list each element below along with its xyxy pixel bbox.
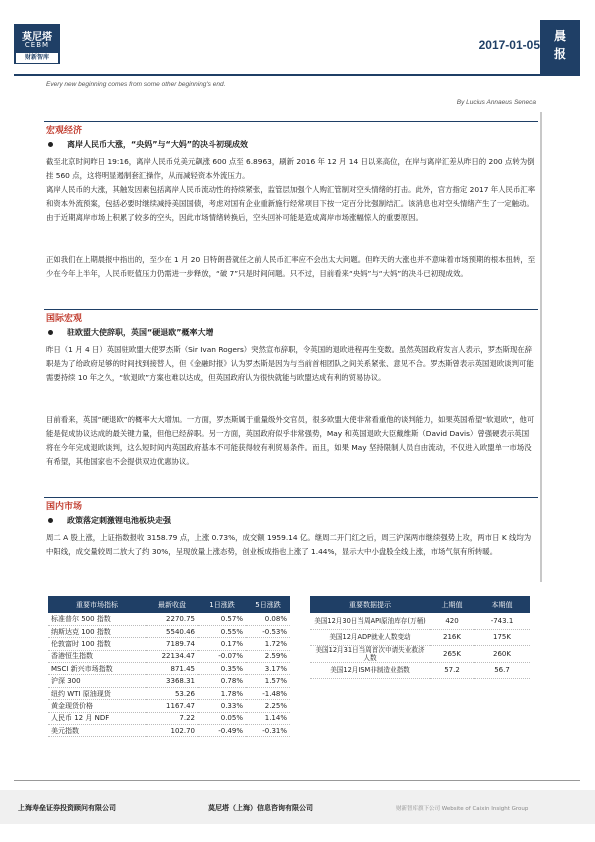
section-divider — [44, 497, 538, 510]
table-row — [310, 629, 530, 645]
table-cell: 57.2 — [430, 662, 474, 678]
table-header-cell: 重要数据提示 — [310, 596, 430, 613]
table-cell: 美国12月30日当周API原油库存(万桶) — [310, 613, 430, 629]
table-cell: 3368.31 — [146, 675, 198, 687]
table-cell: 22134.47 — [146, 650, 198, 662]
table-cell: 2.25% — [246, 700, 290, 712]
logo-cn-text: 莫尼塔 — [22, 32, 52, 43]
section-item-title — [48, 139, 248, 150]
table-row — [48, 687, 290, 699]
content-side-rule — [540, 112, 542, 582]
item-title-text: 离岸人民币大涨，“央妈”与“大妈”的决斗初现成效 — [67, 140, 249, 149]
table-row — [48, 638, 290, 650]
table-cell: 人民币 12 月 NDF — [48, 712, 146, 724]
footer-company-center: 莫尼塔（上海）信息咨询有限公司 — [208, 804, 313, 812]
report-type-tag — [540, 20, 580, 74]
table-cell: 1167.47 — [146, 700, 198, 712]
footer-company-right: 财新智库旗下公司 Website of Caixin Insight Group — [396, 806, 529, 812]
table-cell: 0.33% — [198, 700, 246, 712]
table-cell: -0.31% — [246, 725, 290, 737]
section-divider — [44, 121, 538, 134]
section-divider — [44, 309, 538, 322]
table-header-cell: 1日涨跌 — [198, 596, 246, 613]
table-header-cell: 最新收盘 — [146, 596, 198, 613]
table-cell: 美国12月ISM非制造业指数 — [310, 662, 430, 678]
table-cell: MSCI 新兴市场指数 — [48, 663, 146, 675]
bullet-icon — [48, 330, 53, 335]
table-cell: 美国12月31日当周首次申请失业救济人数 — [310, 645, 430, 662]
table-cell: 7.22 — [146, 712, 198, 724]
table-cell: 0.35% — [198, 663, 246, 675]
bullet-icon — [48, 518, 53, 523]
table-cell: 0.05% — [198, 712, 246, 724]
table-cell: 香港恒生指数 — [48, 650, 146, 662]
table-cell: 沪深 300 — [48, 675, 146, 687]
table-cell: 0.57% — [198, 613, 246, 625]
table-cell: 伦敦富时 100 指数 — [48, 638, 146, 650]
paragraph: 周二 A 股上涨，上证指数报收 3158.79 点，上涨 0.73%，成交额 1959.14 亿。继周二开门红之后，周三沪深两市继续强势上攻，两市日 K 线均为中阳线，成交量较周二放大了约 30%，呈现放量上涨态势，创业板成指也上涨了 1.44%，显示大中小盘股全线上涨，市场气氛有所转暖。 — [46, 533, 532, 556]
page-header — [0, 0, 595, 74]
table-cell: 0.17% — [198, 638, 246, 650]
table-cell: -0.49% — [198, 725, 246, 737]
table-header-row — [310, 596, 530, 613]
table-cell: -0.07% — [198, 650, 246, 662]
table-cell: 216K — [430, 629, 474, 645]
table-cell: 175K — [474, 629, 530, 645]
section-title-domestic: 国内市场 — [46, 502, 83, 512]
table-cell: 420 — [430, 613, 474, 629]
report-date: 2017-01-05 — [478, 38, 540, 52]
table-cell: -1.48% — [246, 687, 290, 699]
table-header-row — [48, 596, 290, 613]
table-cell: 5540.46 — [146, 625, 198, 637]
table-cell: 黄金现货价格 — [48, 700, 146, 712]
paragraph: 目前看来，英国“硬退欧”的概率大大增加。一方面，罗杰斯属于重量级外交官员，很多欧盟大使非常看重他的谈判能力，如果英国希望“软退欧”，他可能是促成协议达成的最关键力量，但他已经辞职。另一方面，英国政府似乎非常强势，May 和英国退欧大臣戴维斯（David Davis）曾强硬表示英国将在今年完成退欧谈判，这么短时间内英国政府基本不可能获得较有利贸易条件。而且，如果 May 坚持限制人员自由流动，不仅进入欧盟单一市场没有希望，其他国家也不会提供双边优惠协议。 — [46, 415, 535, 466]
table-cell: 7189.74 — [146, 638, 198, 650]
bullet-icon — [48, 142, 53, 147]
table-cell: 2270.75 — [146, 613, 198, 625]
table-cell: 0.78% — [198, 675, 246, 687]
table-row — [310, 613, 530, 629]
company-logo — [14, 24, 60, 64]
table-cell: 纳斯达克 100 指数 — [48, 625, 146, 637]
section-item-title — [48, 515, 171, 526]
table-header-cell: 重要市场指标 — [48, 596, 146, 613]
table-row — [48, 725, 290, 737]
data-release-table — [310, 596, 530, 679]
epigraph-quote: Every new beginning comes from some other beginning's end. — [46, 81, 226, 88]
paragraph: 正如我们在上期晨报中指出的，至少在 1 月 20 日特朗普就任之前人民币汇率应不会出太大问题。但昨天的大涨也并不意味着市场预期的根本扭转，至少在今年上半年，人民币贬值压力仍需进一步释放，“破 7”只是时间问题。只不过，目前看来“央妈”与“大妈”的决斗已初现成效。 — [46, 255, 536, 278]
table-row — [48, 650, 290, 662]
table-row — [48, 700, 290, 712]
section-item-title — [48, 327, 214, 338]
table-cell: 2.59% — [246, 650, 290, 662]
table-cell: 265K — [430, 645, 474, 662]
table-header-cell: 本期值 — [474, 596, 530, 613]
paragraph: 离岸人民币的大涨，其触发因素包括离岸人民币流动性的持续紧张，监管层加强个人购汇管制对空头情绪的打击。此外，官方指定 2017 年人民币汇率和资本外流预案，包括必要时继续减持美国国债，考虑对国有企业重新施行经常项目下按一定百分比强制结汇。该消息也对空头情绪产生了一定触动。由于近期离岸市场上积累了较多的空头，因此市场情绪转换后，空头回补可能是造成离岸市场涨幅惊人的重要原因。 — [46, 185, 536, 222]
table-cell: -743.1 — [474, 613, 530, 629]
table-cell: 56.7 — [474, 662, 530, 678]
item-title-text: 政策落定刺激锂电池板块走强 — [67, 516, 171, 525]
paragraph: 昨日（1 月 4 日）英国驻欧盟大使罗杰斯（Sir Ivan Rogers）突然宣布辞职，令英国的退欧进程再生变数。虽然英国政府发言人表示，罗杰斯现在辞职是为了给政府足够的时间找到接替人，但《金融时报》认为罗杰斯是因为与当前首相团队之间关系紧张、意见不合。罗杰斯曾表示英国退欧谈判可能需要持续 10 年之久，“软退欧”方案也难以达成，但英国政府认为很快就能与欧盟达成有利的贸易协议。 — [46, 345, 534, 382]
table-cell: 260K — [474, 645, 530, 662]
table-cell: 1.57% — [246, 675, 290, 687]
table-cell: 纽约 WTI 原油现货 — [48, 687, 146, 699]
table-cell: 102.70 — [146, 725, 198, 737]
market-indicators-table — [48, 596, 290, 737]
header-rule — [14, 74, 580, 76]
logo-en-text: CEBM — [24, 41, 50, 49]
footer-company-left: 上海寿垒证券投资顾问有限公司 — [18, 804, 116, 812]
table-cell: 标准普尔 500 指数 — [48, 613, 146, 625]
section-title-intl: 国际宏观 — [46, 314, 83, 324]
table-row — [310, 645, 530, 662]
table-cell: 0.08% — [246, 613, 290, 625]
item-title-text: 驻欧盟大使辞职，英国“硬退欧”概率大增 — [67, 328, 214, 337]
table-cell: 美国12月ADP就业人数变动 — [310, 629, 430, 645]
table-row — [48, 675, 290, 687]
paragraph: 截至北京时间昨日 19:16，离岸人民币兑美元飙涨 600 点至 6.8963，刷新 2016 年 12 月 14 日以来高位，在岸与离岸汇差从昨日的 200 点转为倒挂 560 点，这将明显遏制套汇操作，从而减轻资本外流压力。 — [46, 157, 535, 180]
table-row — [48, 625, 290, 637]
report-type-label: 晨报 — [553, 29, 566, 61]
table-header-cell: 5日涨跌 — [246, 596, 290, 613]
logo-sub-text: 财新智库 — [16, 53, 58, 63]
table-row — [48, 663, 290, 675]
table-header-cell: 上期值 — [430, 596, 474, 613]
table-cell: 1.14% — [246, 712, 290, 724]
table-cell: 1.72% — [246, 638, 290, 650]
table-cell: 871.45 — [146, 663, 198, 675]
table-cell: 1.78% — [198, 687, 246, 699]
section-title-macro: 宏观经济 — [46, 126, 83, 136]
table-cell: 53.26 — [146, 687, 198, 699]
table-cell: 0.55% — [198, 625, 246, 637]
table-cell: -0.53% — [246, 625, 290, 637]
table-row — [310, 662, 530, 678]
footer-rule — [14, 780, 580, 781]
table-row — [48, 613, 290, 625]
table-row — [48, 712, 290, 724]
table-cell: 3.17% — [246, 663, 290, 675]
epigraph-author: By Lucius Annaeus Seneca — [456, 99, 536, 106]
table-cell: 美元指数 — [48, 725, 146, 737]
